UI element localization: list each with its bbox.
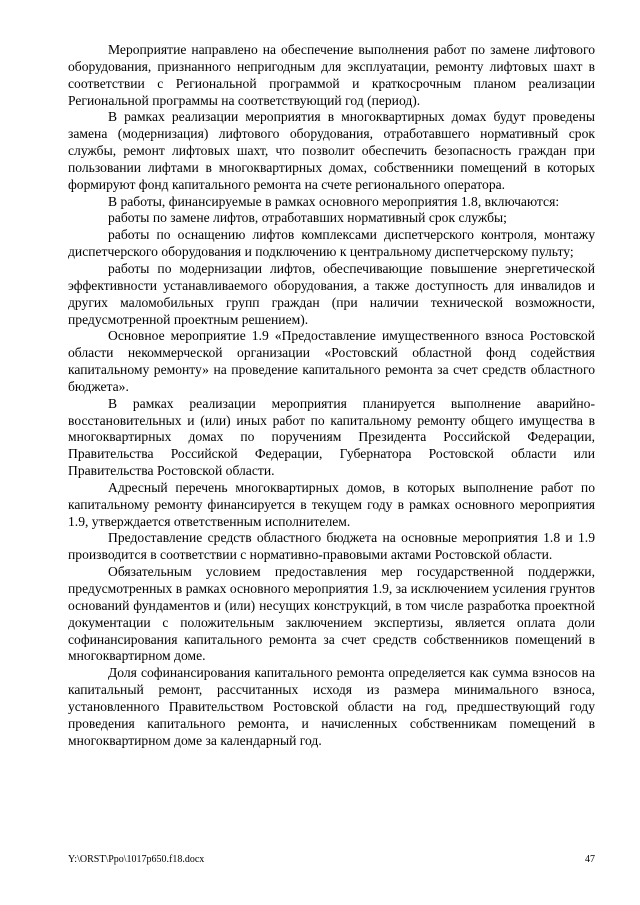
paragraph: Мероприятие направлено на обеспечение выполнения работ по замене лифтового оборудования, признанного непригодным для эксплуатации, ремонту лифтовых шахт в соответствии с Региональной программой и краткосрочным планом реализации Региональной программы на соответствующий год (период). xyxy=(68,42,595,108)
page-footer xyxy=(68,854,595,865)
paragraph: Адресный перечень многоквартирных домов, в которых выполнение работ по капитальному ремонту финансируется в текущем году в рамках основного мероприятия 1.9, утверждается ответственным исполнителем. xyxy=(68,479,595,529)
list-item: работы по модернизации лифтов, обеспечивающие повышение энергетической эффективности устанавливаемого оборудования, а также доступность для инвалидов и других маломобильных групп граждан (при наличии технической возможности, предусмотренной проектным решением). xyxy=(68,260,595,327)
paragraph: В рамках реализации мероприятия планируется выполнение аварийно-восстановительных и (или) иных работ по капитальному ремонту общего имущества в многоквартирных домах по поручениям Президента Российской Федерации, Правительства Российской Федерации, Губернатора Ростовской области или Правительства Ростовской области. xyxy=(68,395,595,479)
paragraph: Обязательным условием предоставления мер государственной поддержки, предусмотренных в рамках основного мероприятия 1.9, за исключением усиления грунтов оснований фундаментов и (или) несущих конструкций, в том числе разработка проектной документации с положительным заключением экспертизы, является оплата доли софинансирования капитального ремонта за счет средств собственников помещений в многоквартирном доме. xyxy=(68,564,595,664)
paragraph: Предоставление средств областного бюджета на основные мероприятия 1.8 и 1.9 производится в соответствии с нормативно-правовыми актами Ростовской области. xyxy=(68,530,595,563)
document-body xyxy=(68,42,595,749)
list-item: работы по оснащению лифтов комплексами диспетчерского контроля, монтажу диспетчерского оборудования и подключению к центральному диспетчерскому пульту; xyxy=(68,227,595,260)
paragraph: В работы, финансируемые в рамках основного мероприятия 1.8, включаются: xyxy=(108,193,560,209)
paragraph: Доля софинансирования капитального ремонта определяется как сумма взносов на капитальный ремонт, рассчитанных исходя из размера минимального взноса, установленного Правительством Ростовской области на год, предшествующий году проведения капитального ремонта, и начисленных собственникам помещений в многоквартирном доме за календарный год. xyxy=(68,665,595,748)
list-item: работы по замене лифтов, отработавших нормативный срок службы; xyxy=(108,210,507,226)
page-number: 47 xyxy=(585,854,595,865)
paragraph: Основное мероприятие 1.9 «Предоставление имущественного взноса Ростовской области некоммерческой организации «Ростовский областной фонд содействия капитальному ремонту» на проведение капитального ремонта за счет средств областного бюджета». xyxy=(68,328,595,394)
file-path: Y:\ORST\Ppo\1017p650.f18.docx xyxy=(68,854,205,865)
paragraph: В рамках реализации мероприятия в многоквартирных домах будут проведены замена (модернизация) лифтового оборудования, отработавшего нормативный срок службы, ремонт лифтовых шахт, что позволит обеспечить безопасность граждан при пользовании лифтами в многоквартирных домах, собственники помещений в которых формируют фонд капитального ремонта на счете регионального оператора. xyxy=(68,109,595,192)
